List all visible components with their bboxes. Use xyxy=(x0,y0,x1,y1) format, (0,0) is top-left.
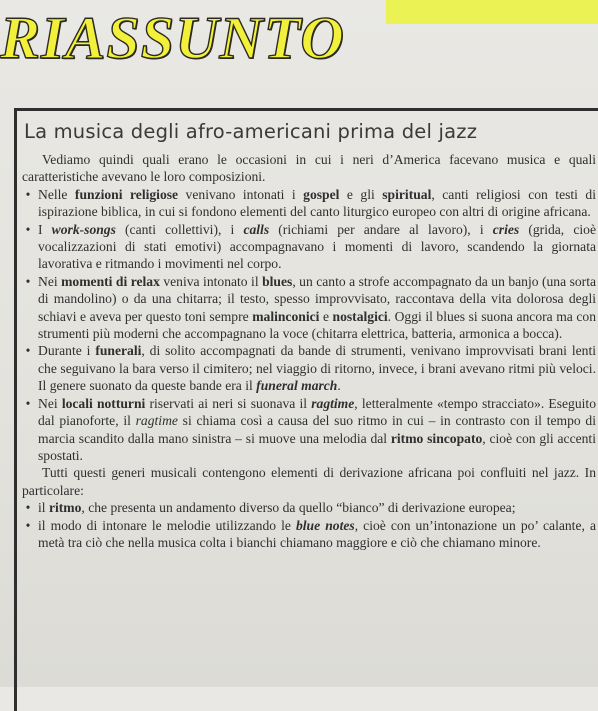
page-title: RIASSUNTO xyxy=(0,5,345,71)
list-item: • Nelle funzioni religiose venivano intonati i gospel e gli spiritual, canti religiosi con testi di ispirazione biblica, in cui si fondono elementi del canto liturgico europeo con altri di origine africana. xyxy=(22,186,596,221)
final-bullet-list xyxy=(22,499,596,551)
bullet-list xyxy=(22,186,596,465)
bullet-icon: • xyxy=(25,395,31,411)
bullet-icon: • xyxy=(25,273,31,289)
section-subtitle: La musica degli afro-americani prima del jazz xyxy=(24,120,478,143)
intro-paragraph: Vediamo quindi quali erano le occasioni in cui i neri d’America facevano musica e quali caratteristiche avevano le loro composizioni. xyxy=(22,152,596,185)
outro-paragraph: Tutti questi generi musicali contengono elementi di derivazione africana poi confluiti nel jazz. In particolare: xyxy=(22,465,596,498)
list-item: • Durante i funerali, di solito accompagnati da bande di strumenti, venivano improvvisati brani lenti che seguivano la bara verso il cimitero; nel viaggio di ritorno, invece, i brani avevano ritmi più veloci. Il genere suonato da queste bande era il funeral march. xyxy=(22,342,596,394)
list-item: • Nei locali notturni riservati ai neri si suonava il ragtime, letteralmente «tempo stracciato». Eseguito dal pianoforte, il ragtime si chiama così a causa del suo ritmo in cui – in contrasto con il tempo di marcia scandito dalla mano sinistra – si muove una melodia dal ritmo sincopato, cioè con gli accenti spostati. xyxy=(22,395,596,465)
bullet-icon: • xyxy=(25,500,31,516)
list-item: • I work-songs (canti collettivi), i calls (richiami per andare al lavoro), i cries (grida, cioè vocalizzazioni di stati emotivi) accompagnavano i momenti di lavoro, scandendo la giornata lavorativa e ritmando i movimenti nel corpo. xyxy=(22,221,596,273)
bullet-icon: • xyxy=(25,186,31,202)
list-item: • il modo di intonare le melodie utilizzando le blue notes, cioè con un’intonazione un po’ calante, a metà tra ciò che nella musica colta i bianchi chiamano maggiore e ciò che chiamano minore. xyxy=(22,517,596,552)
list-item: • il ritmo, che presenta un andamento diverso da quello “bianco” di derivazione europea; xyxy=(22,499,596,516)
bullet-icon: • xyxy=(25,517,31,533)
list-item: • Nei momenti di relax veniva intonato il blues, un canto a strofe accompagnato da un banjo (una sorta di mandolino) o da una chitarra; il testo, spesso improvvisato, raccontava della vita dolorosa degli schiavi e aveva per questo toni sempre malinconici e nostalgici. Oggi il blues si suona ancora ma con strumenti più moderni che accompagnano la voce (chitarra elettrica, batteria, armonica a bocca). xyxy=(22,273,596,343)
highlighter-mark xyxy=(386,0,598,24)
bullet-icon: • xyxy=(25,221,31,237)
document-body xyxy=(22,151,596,551)
bullet-icon: • xyxy=(25,343,31,359)
